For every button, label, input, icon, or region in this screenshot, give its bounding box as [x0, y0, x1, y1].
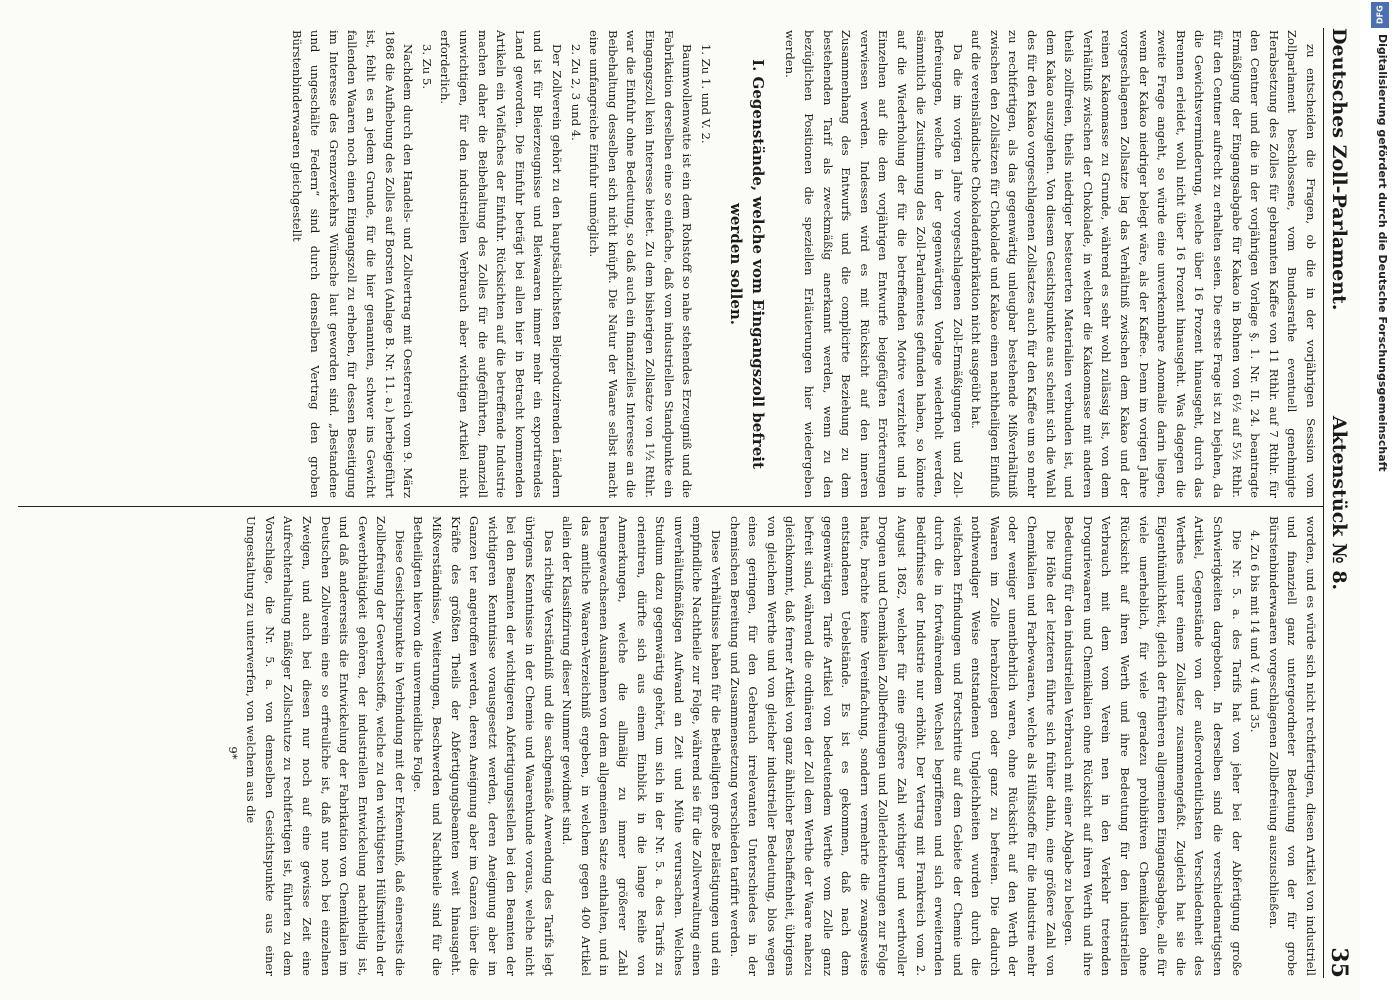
item-label: 4. Zu 6 bis mit 14 und V. 4 und 35. [1248, 530, 1263, 733]
header-center-title: Aktenstück № 8. [1328, 415, 1350, 591]
dfg-attribution-text: Digitalisierung gefördert durch die Deutsche Forschungsgemeinschaft [1376, 34, 1389, 472]
paragraph: Die Höhe der letzteren führte sich früher dahin, eine größere Zahl von Chemikalien und Farbewaaren, welche als Hülfsstoffe für die Industrie mehr oder weniger unentbehrlich waren, ohne Rücksicht auf den Werth der Waaren im Zolle herabzulegen oder ganz zu befreien. Die dadurch nothwendiger Weise entstandenen Ungleichheiten wurden durch die vielfachen Erfindungen und Fortschritte auf dem Gebiete der Chemie und durch die in fortwährendem Wechsel begriffenen und sich erweiternden Bedürfnisse der Industrie nur erhöht. Der Vertrag mit Frankreich vom 2. August 1862, welcher für eine größere Zahl wichtiger und werthvoller Droguen und Chemikalien Zollbefreiungen und Zollerleichterungen zur Folge hatte, brachte keine Vereinfachung, sondern vermehrte die zwangsweise entstandenen Uebelstände. Es ist es gekommen, daß nach dem gegenwärtigen Tarife Artikel von bedeutendem Werthe vom Zolle ganz befreit sind, während die ordinären der Zoll dem Werthe der Waare nahezu gleichkommt, daß ferner Artikel von ganz ähnlicher Beschaffenheit, übrigens von gleichem Werthe und von gleicher industrieller Bedeutung, blos wegen eines geringen, für den Gebrauch irrelevanten Unterschiedes in der chemischen Bereitung und Zusammensetzung verschieden tarifirt werden. [727, 516, 1058, 976]
section-heading: I. Gegenstände, welche vom Eingangszoll befreit werden sollen. [726, 59, 767, 469]
paragraph: zu entscheiden die Fragen, ob die in der vorjährigen Session vom Zollparlament beschlossene, vom Bundesrathe eventuell genehmigte Herabsetzung des Zolles für gebrannten Kaffee von 11 Rthlr. auf 7 Rthlr. für den Centner und die in der vorjährigen Vorlage §. 1. Nr. II. 24. beantragte Ermäßigung der Eingangsabgabe für Kakao in Bohnen von 6½ auf 5½ Rthlr. für den Centner aufrecht zu erhalten seien. Die erste Frage ist zu bejahen, da die Gewichtsverminderung, welche über 16 Prozent hinausgeht, durch das Brennen erleidet, wohl nicht über 16 Prozent hinausgeht. Was dagegen die zweite Frage angeht, so würde eine unverkennbare Anomalie darin liegen, wenn der Kakao niedriger belegt wäre, als der Kaffee. Denn im vorigen Jahre vorgeschlagenen Zollsatze lag das Verhältniß zwischen dem Kakao und der reinen Kakaomasse zu Grunde, während es sehr wohl zulässig ist, von dem Verhältniß zwischen der Chokolade, in welcher die Kakaomasse mit anderen theils zollfreien, theils niedriger besteuerten Materialien verbunden ist, und dem Kakao auszugehen. Von diesem Gesichtspunkte aus scheint sich die Wahl des für den Kakao vorgeschlagenen Zollsatzes auch für den Kaffee um so mehr zu rechtfertigen, als das gegenwärtig unleugbar bestehende Mißverhältniß zwischen den Zollsätzen für Chokolade und Kakao einen nachtheiligen Einfluß auf die vereinsländische Chokoladenfabrikation nicht ausgeübt hat. [969, 30, 1318, 498]
item-label: 2. Zu 2, 3 und 4. [568, 44, 583, 141]
paragraph: Das richtige Verständniß und die sachgemäße Anwendung des Tarifs legt übrigens Kenntnisse in der Chemie und Waarenkunde voraus, welche nicht bei den Beamten der wichtigeren Abfertigungsstellen bei den Beamten der wichtigeren Kenntnisse vorausgesetzt werden, deren Aneignung aber im Ganzen ter angetroffen werden, deren Aneignung aber im Ganzen über die Kräfte des größten Theils der Abfertigungsbeamten weit hinausgeht. Mißverständnisse, Weiterungen, Beschwerden und Nachtheile sind für die Betheiligten hiervon die unvermeidliche Folge. [411, 516, 556, 976]
dfg-logo-icon: DFG [1371, 2, 1389, 28]
item-text: Der Zollverein gehört zu den hauptsächlichsten Bleiproduzirenden Ländern und ist für Bleierzeugnisse und Bleiwaaren immer mehr ein exportirendes Land geworden. Die Einfuhr beträgt bei allen hier in Betracht kommenden Artikeln ein Vielfaches der Einfuhr. Rücksichten auf die betreffende Industrie machen daher die Beibehaltung des Zolles für die aufgeführten, finanziell unwichtigen, für den industriellen Verbrauch aber wichtigen Artikel nicht erforderlich. [438, 30, 565, 498]
signature-mark: 9* [225, 746, 240, 760]
header-left-title: Deutsches Zoll-Parlament. [1328, 28, 1350, 311]
item-text: Die Nr. 5. a. des Tarifs hat von jeher bei der Abfertigung große Schwierigkeiten dargeboten. In derselben sind die verschiedenartigsten Artikel, Gegenstände von der außerordentlichsten Verschiedenheit des Werthes unter einem Zollsatze zusammengefaßt. Zugleich hat sie die Eigenthümlichkeit, gleich der früheren allgemeinen Eingangsabgabe, alle für viele unerheblich, für viele geradezu prohibitiven Chemikalien ohne Rücksicht auf ihren Werth und ihre Bedeutung für den industriellen Verbrauch mit dem vom Verein nen in den Verkehr tretenden Droguriewaaren und Chemikalien ohne Rücksicht auf ihren Werth und ihre Bedeutung für den industriellen Verbrauch mit einer Abgabe zu belegen. [1062, 516, 1244, 976]
dfg-attribution [1369, 0, 1391, 1000]
paragraph: Da die im vorigen Jahre vorgeschlagenen Zoll-Ermäßigungen und Zoll-Befreiungen, welche in der gegenwärtigen Vorlage wiederholt werden, sämmtlich die Zustimmung des Zoll-Parlamentes gefunden haben, so könnte auf die Wiederholung der für die betreffenden Motive verzichtet und in Einzelnen auf die dem vorjährigen Entwurfe beigefügten Erörterungen verwiesen werden. Indessen wird es mit Rücksicht auf den inneren Zusammenhang des Entwurfs und die complicirte Beziehung zu dem bestehenden Tarif als zweckmäßig anerkannt werden, wenn zu den bezüglichen Positionen die speziellen Erläuterungen hier wiedergeben werden. [783, 30, 965, 498]
item-label: 1. Zu 1. und V. 2. [698, 44, 713, 144]
right-column [14, 516, 1320, 976]
header-rule [1323, 28, 1324, 978]
paragraph: Diese Verhältnisse haben für die Betheiligten große Belästigungen und ein empfindliche Nachtheile zur Folge, während sie für die Zollverwaltung einen unverhältnißmäßigen Aufwand an Zeit und Mühe verursachen. Welches Studium dazu gegenwärtig gehört, um sich in der Nr. 5. a. des Tarifs zu orientiren, dürfte sich aus einem Einblick in die lange Reihe von Anmerkungen, welche die allmälig zu immer größerer Zahl herangewachsenen Ausnahmen von dem allgemeinen Satze enthalten, und in das amtliche Waaren-Verzeichniß ergeben, in welchem gegen 400 Artikel allein der Klassifizirung dieser Nummer gewidmet sind. [560, 516, 723, 976]
page-header [1326, 28, 1354, 978]
column-divider [18, 506, 1324, 507]
paragraph: Diese Gesichtspunkte in Verbindung mit der Erkenntniß, daß einerseits die Zollbefreiung der Gewerbsstoffe, welche zu den wichtigsten Hülfsmitteln der Gewerbthätigkeit gehören, der industriellen Entwickelung nachtheilig ist, und daß andererseits die Entwickelung der Fabrikation von Chemikalien im Deutschen Zollverein eine so erfreuliche ist, daß nur noch bei einzelnen Zweigen, und auch bei diesen nur noch auf eine gewisse Zeit eine Aufrechterhaltung mäßiger Zollschutze zu rechtfertigen ist, führten zu dem Vorschlage, die Nr. 5. a. von demselben Gesichtspunkte aus einer Umgestaltung zu unterwerfen, von welchem aus die [244, 516, 407, 976]
page-number: 35 [1326, 947, 1352, 978]
item-text: Baumwollenwatte ist ein dem Rohstoff so nahe stehendes Erzeugniß und die Fabrikation derselben eine so einfache, daß vom industriellen Standpunkte ein Eingangszoll kein Interesse bietet. Zu dem bisherigen Zollsatze von 1½ Rthlr. war die Einfuhr ohne Bedeutung, so daß auch ein finanzielles Interesse an die Beibehaltung desselben sich nicht knüpft. Die Natur der Waare selbst macht eine umfangreiche Einfuhr unmöglich. [587, 30, 695, 498]
paragraph: worden, und es würde sich nicht rechtfertigen, diesen Artikel von industriell und finanziell ganz untergeordneter Bedeutung von der für grobe Bürstenbinderwaaren vorgeschlagenen Zollbefreiung auszuschließen. [1266, 516, 1318, 976]
item-text: Nachdem durch den Handels- und Zollvertrag mit Oesterreich vom 9. März 1868 die Aufhebung des Zolles auf Borsten (Anlage B. Nr. 11. a.) herbeigeführt ist, fehlt es an jedem Grunde, für die hier genannten, schwer ins Gewicht fallenden Waaren noch einen Eingangszoll zu erheben, für dessen Beseitigung im Interesse des Grenzverkehrs Wünsche laut geworden sind. „Bestandene und ungeschälte Federn“ sind durch denselben Vertrag den groben Bürstenbinderwaaren gleichgestellt [289, 30, 416, 498]
item-label: 3. Zu 5. [419, 44, 434, 90]
left-column [14, 30, 1320, 498]
